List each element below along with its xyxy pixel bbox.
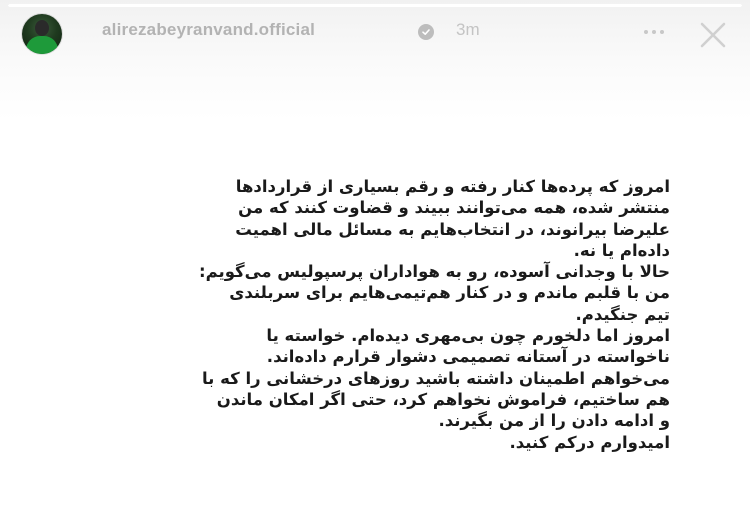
story-username[interactable]: alirezabeyranvand.official [102, 20, 316, 39]
story-text-line: امیدوارم درکم کنید. [509, 432, 670, 452]
close-icon [698, 20, 728, 50]
story-progress-bar [8, 4, 742, 7]
story-text-line: تیم جنگیدم. [575, 304, 670, 324]
story-header [0, 10, 750, 56]
story-text-line: حالا با وجدانی آسوده، رو به هواداران پرسپولیس می‌گویم: [198, 262, 670, 282]
story-text-line: هم ساختیم، فراموش نخواهم کرد، حتی اگر امکان ماندن [216, 389, 670, 409]
close-button[interactable] [694, 16, 732, 54]
story-text-line: ناخواسته در آستانه تصمیمی دشوار قرارم داده‌اند. [266, 347, 670, 367]
story-text-line: منتشر شده، همه می‌توانند ببیند و قضاوت کنند که من [238, 198, 670, 218]
profile-avatar[interactable] [22, 14, 62, 54]
story-text [70, 176, 670, 453]
avatar-shirt [26, 36, 58, 54]
avatar-head [35, 20, 49, 36]
story-text-line: علیرضا بیرانوند، در انتخاب‌هایم به مسائل مالی اهمیت [235, 219, 670, 239]
story-text-line: من با قلبم ماندم و در کنار هم‌تیمی‌هایم برای سربلندی [229, 283, 670, 303]
story-text-line: داده‌ام یا نه. [573, 240, 670, 260]
checkmark-icon [421, 27, 431, 37]
more-options-icon-dot [660, 30, 664, 34]
verified-badge-icon [418, 24, 434, 40]
story-text-line: امروز اما دلخورم چون بی‌مهری دیده‌ام. خواسته یا [266, 326, 670, 346]
more-options-icon [644, 30, 648, 34]
story-progress-fill [8, 4, 742, 7]
story-timestamp: 3m [456, 20, 480, 39]
more-options-button[interactable] [640, 18, 668, 46]
more-options-icon-dot [652, 30, 656, 34]
story-text-line: امروز که پرده‌ها کنار رفته و رقم بسیاری از قراردادها [235, 177, 670, 196]
story-text-line: و ادامه دادن را از من بگیرند. [438, 411, 670, 431]
story-text-line: می‌خواهم اطمینان داشته باشید روزهای درخشانی را که با [201, 368, 670, 388]
